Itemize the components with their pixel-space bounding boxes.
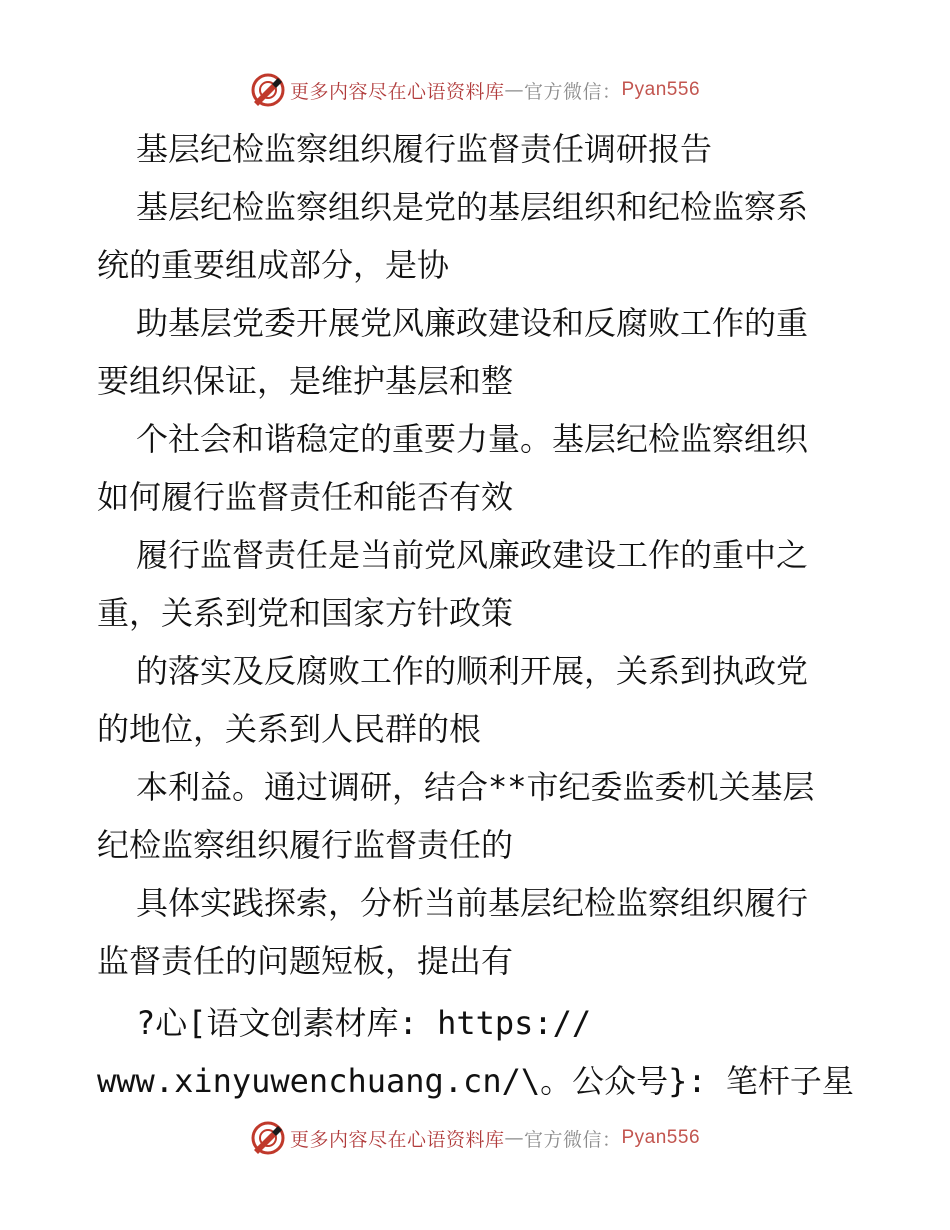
banner-wechat-id: Pyan556	[621, 79, 701, 100]
banner-wechat-label: 官方微信：	[523, 1128, 622, 1151]
pen-logo-icon	[250, 1120, 286, 1156]
header-banner	[0, 70, 950, 110]
paragraph-line: 要组织保证，是维护基层和整	[97, 362, 514, 400]
paragraph-line: 具体实践探索，分析当前基层纪检监察组织履行	[136, 884, 809, 922]
paragraph-line: 的地位，关系到人民群的根	[97, 710, 482, 748]
paragraph-line: 监督责任的问题短板，提出有	[97, 942, 514, 980]
paragraph-line: www.xinyuwenchuang.cn/\。公众号}: 笔杆子星	[97, 1062, 854, 1100]
paragraph-line: ?心[语文创素材库: https://	[136, 1004, 592, 1042]
banner-wechat-id: Pyan556	[621, 1127, 701, 1148]
footer-banner	[0, 1118, 950, 1158]
banner-wechat-label: 官方微信：	[523, 80, 622, 103]
banner-dash: —	[504, 1127, 524, 1149]
paragraph-line: 基层纪检监察组织是党的基层组织和纪检监察系	[136, 188, 809, 226]
paragraph-line: 重，关系到党和国家方针政策	[97, 594, 514, 632]
paragraph-line: 本利益。通过调研，结合**市纪委监委机关基层	[136, 768, 815, 806]
paragraph-line: 履行监督责任是当前党风廉政建设工作的重中之	[136, 536, 809, 574]
paragraph-line: 纪检监察组织履行监督责任的	[97, 826, 514, 864]
paragraph-line: 统的重要组成部分，是协	[97, 246, 450, 284]
banner-text: 更多内容尽在心语资料库	[289, 80, 505, 103]
paragraph-line: 助基层党委开展党风廉政建设和反腐败工作的重	[136, 304, 809, 342]
banner-text: 更多内容尽在心语资料库	[289, 1128, 505, 1151]
banner-dash: —	[504, 79, 524, 101]
paragraph-line: 如何履行监督责任和能否有效	[97, 478, 514, 516]
paragraph-line: 的落实及反腐败工作的顺利开展，关系到执政党	[136, 652, 809, 690]
document-title: 基层纪检监察组织履行监督责任调研报告	[136, 130, 713, 168]
paragraph-line: 个社会和谐稳定的重要力量。基层纪检监察组织	[136, 420, 809, 458]
pen-logo-icon	[250, 72, 286, 108]
